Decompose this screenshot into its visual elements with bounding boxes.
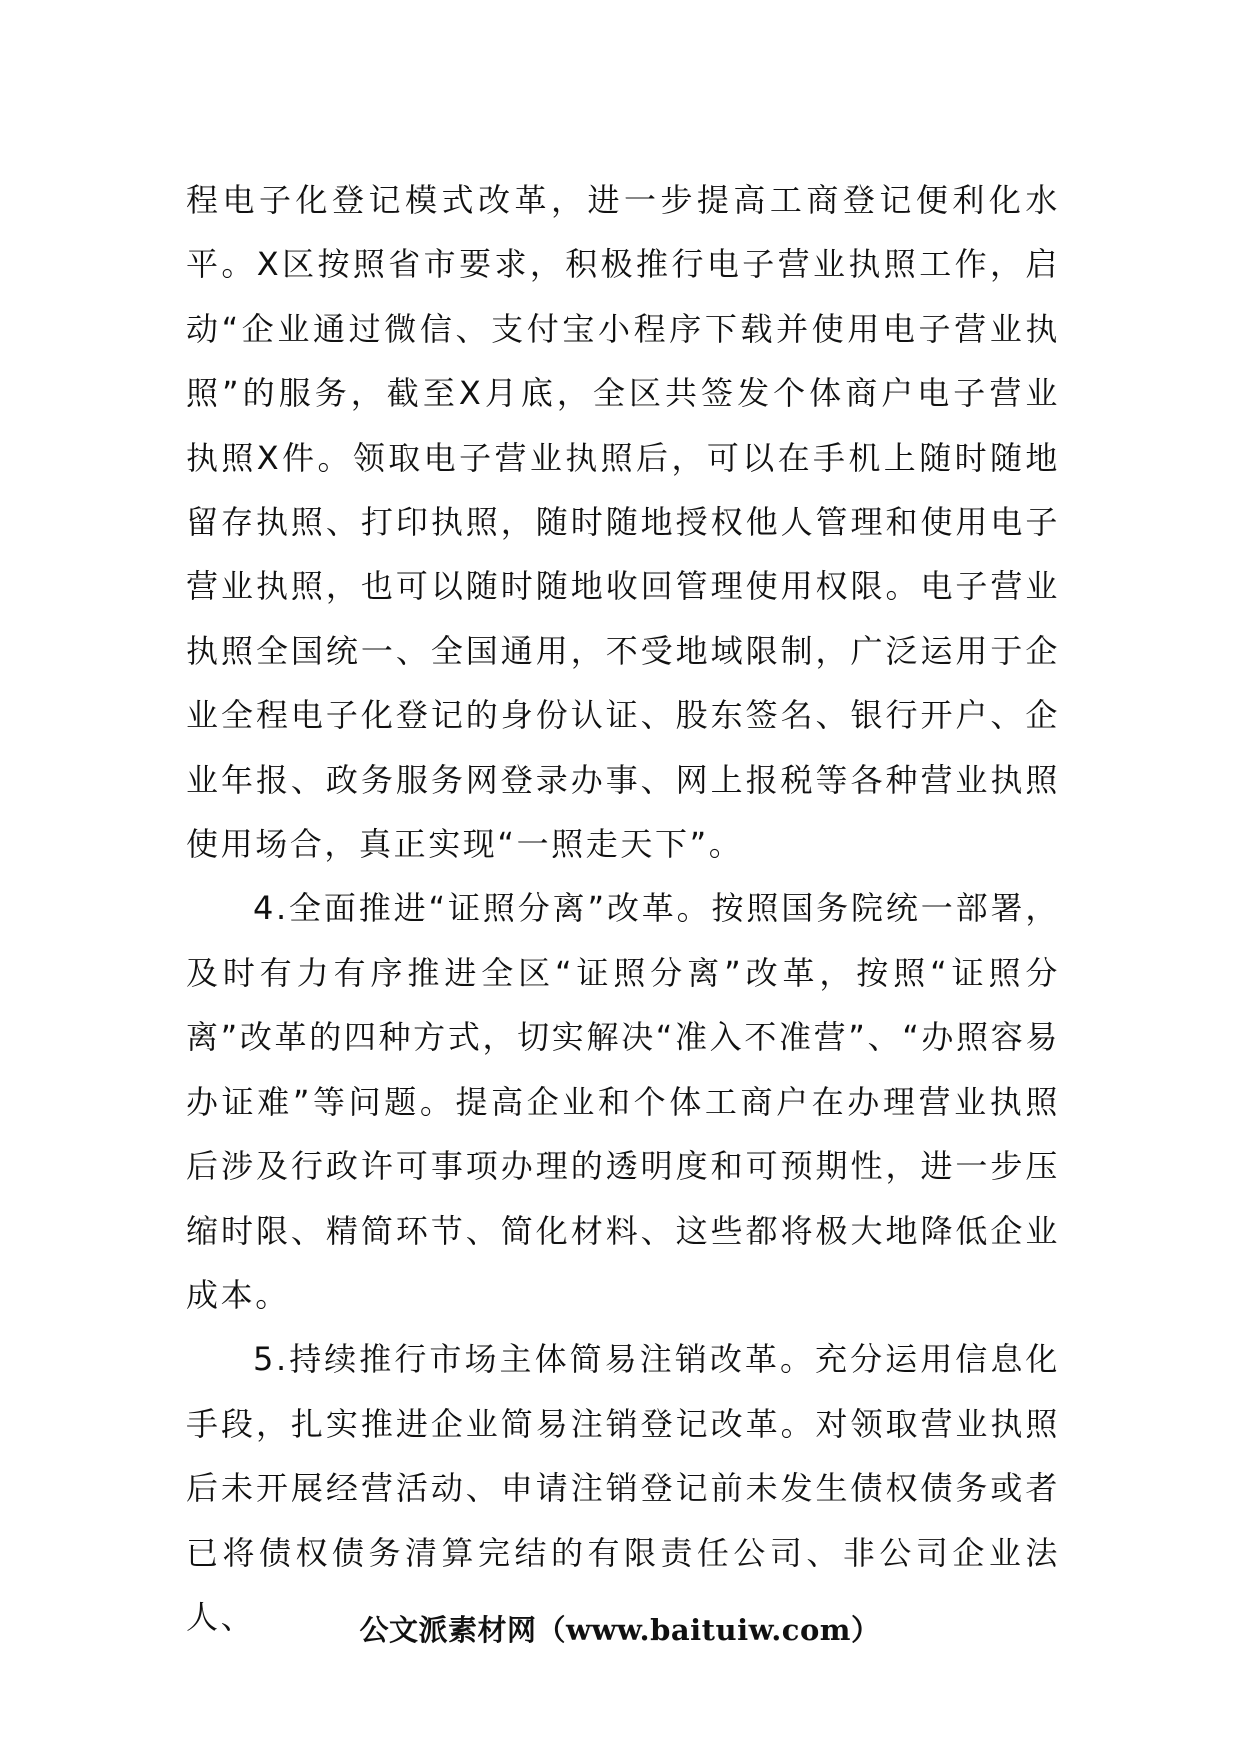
footer-watermark: 公文派素材网（www.baituiw.com）	[359, 1613, 881, 1647]
paragraph-license-separation-reform: 4.全面推进“证照分离”改革。按照国务院统一部署，及时有力有序推进全区“证照分离”改革，按照“证照分离”改革的四种方式，切实解决“准入不准营”、“办照容易办证难”等问题。提高企业和个体工商户在办理营业执照后涉及行政许可事项办理的透明度和可预期性，进一步压缩时限、精简环节、简化材料、这些都将极大地降低企业成本。	[186, 889, 1060, 1314]
paragraph-electronic-license: 程电子化登记模式改革，进一步提高工商登记便利化水平。X区按照省市要求，积极推行电子营业执照工作，启动“企业通过微信、支付宝小程序下载并使用电子营业执照”的服务，截至X月底，全区共签发个体商户电子营业执照X件。领取电子营业执照后，可以在手机上随时随地留存执照、打印执照，随时随地授权他人管理和使用电子营业执照，也可以随时随地收回管理使用权限。电子营业执照全国统一、全国通用，不受地域限制，广泛运用于企业全程电子化登记的身份认证、股东签名、银行开户、企业年报、政务服务网登录办事、网上报税等各种营业执照使用场合，真正实现“一照走天下”。	[186, 181, 1060, 864]
paragraph-simple-deregistration-reform: 5.持续推行市场主体简易注销改革。充分运用信息化手段，扎实推进企业简易注销登记改革。对领取营业执照后未开展经营活动、申请注销登记前未发生债权债务或者已将债权债务清算完结的有限责任公司、非公司企业法人、	[186, 1340, 1060, 1636]
document-body	[186, 168, 1060, 1649]
